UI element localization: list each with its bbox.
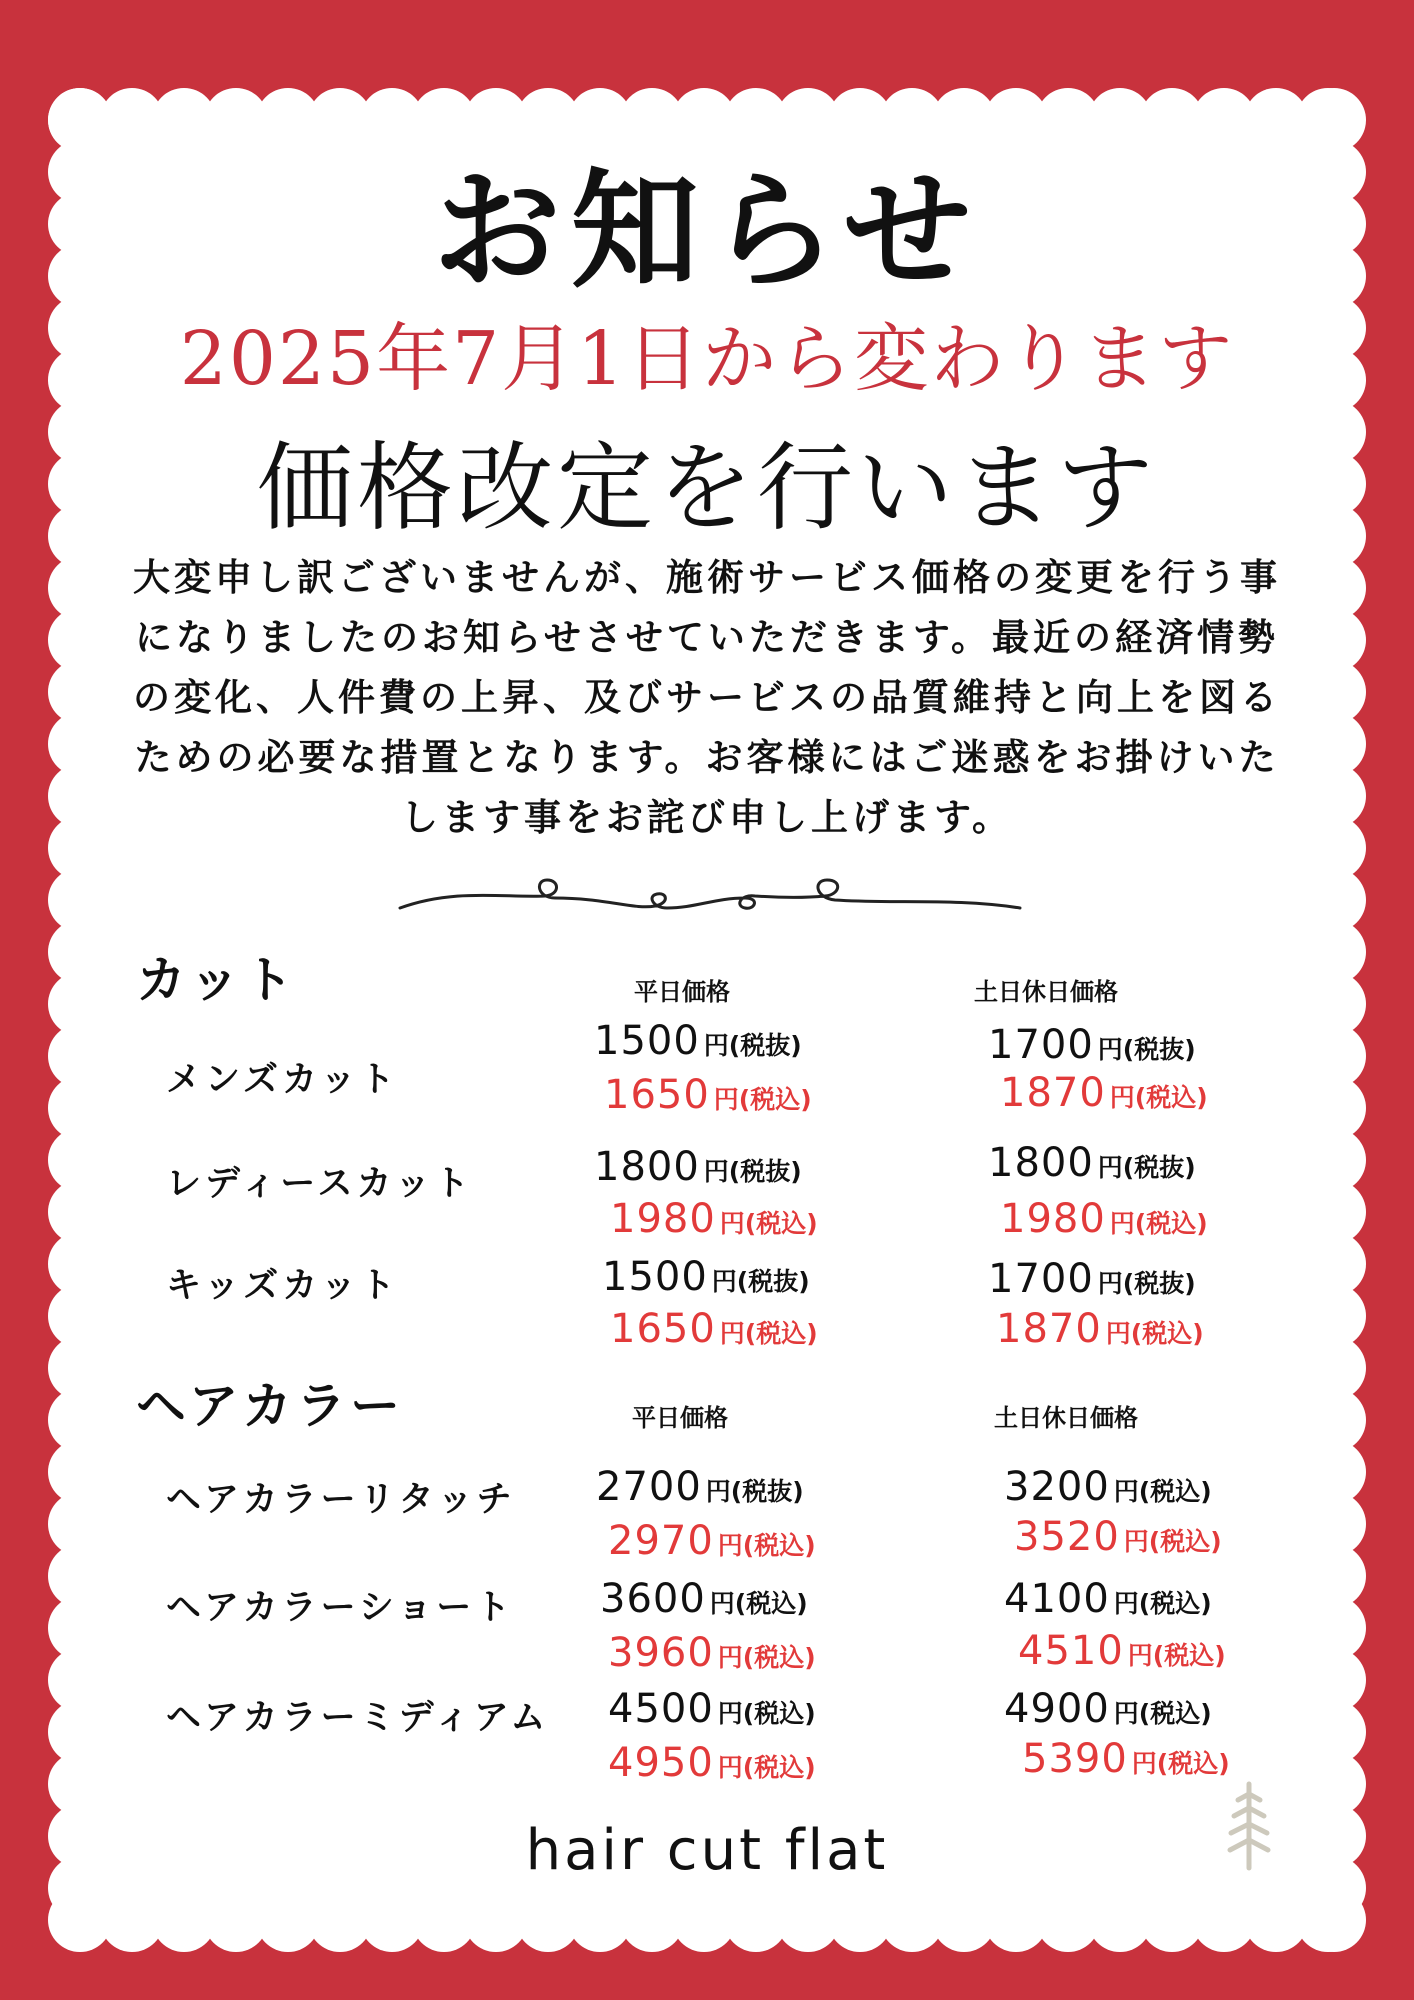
price-incl: 1980 円(税込) <box>610 1196 818 1242</box>
price-excl: 2700 円(税抜) <box>596 1464 804 1510</box>
menu-item-color-short: ヘアカラーショート <box>166 1588 515 1628</box>
price-excl: 1500 円(税抜) <box>594 1018 802 1064</box>
menu-item-color-retouch: ヘアカラーリタッチ <box>166 1480 516 1520</box>
weekday-price-header: 平日価格 <box>634 978 730 1006</box>
price-incl: 4950 円(税込) <box>608 1740 816 1786</box>
price-incl: 2970 円(税込) <box>608 1518 816 1564</box>
price-incl: 4100 円(税込) <box>1004 1576 1212 1622</box>
menu-item-mens-cut: メンズカット <box>166 1060 399 1100</box>
price-excl: 1700 円(税抜) <box>988 1022 1196 1068</box>
swirl-divider-icon <box>395 868 1025 928</box>
section-title-cut: カット <box>136 951 298 1009</box>
weekend-price-header: 土日休日価格 <box>994 1404 1138 1432</box>
price-revision-headline: 価格改定を行います <box>257 432 1157 544</box>
price-excl: 1800 円(税抜) <box>988 1140 1196 1186</box>
menu-item-color-medium: ヘアカラーミディアム <box>166 1698 550 1738</box>
price-incl: 1650 円(税込) <box>604 1072 812 1118</box>
price-incl: 3520 円(税込) <box>1014 1514 1222 1560</box>
price-incl: 3960 円(税込) <box>608 1630 816 1676</box>
section-title-hair-color: ヘアカラー <box>136 1377 404 1435</box>
price-excl: 1700 円(税抜) <box>988 1256 1196 1302</box>
price-excl: 1500 円(税抜) <box>602 1254 810 1300</box>
price-incl: 1650 円(税込) <box>610 1306 818 1352</box>
price-incl: 3200 円(税込) <box>1004 1464 1212 1510</box>
weekday-price-header: 平日価格 <box>632 1404 728 1432</box>
notice-title: お知らせ <box>432 157 982 306</box>
price-incl: 1870 円(税込) <box>996 1306 1204 1352</box>
price-incl: 4500 円(税込) <box>608 1686 816 1732</box>
menu-item-ladies-cut: レディースカット <box>166 1164 474 1204</box>
menu-item-kids-cut: キッズカット <box>166 1266 399 1306</box>
price-incl: 4510 円(税込) <box>1018 1628 1226 1674</box>
price-excl: 1800 円(税抜) <box>594 1144 802 1190</box>
brand-name: hair cut flat <box>525 1818 889 1883</box>
effective-date: 2025年7月1日から変わります <box>179 316 1235 402</box>
price-incl: 5390 円(税込) <box>1022 1736 1230 1782</box>
price-incl: 1870 円(税込) <box>1000 1070 1208 1116</box>
tree-icon <box>1222 1778 1276 1872</box>
price-incl: 4900 円(税込) <box>1004 1686 1212 1732</box>
price-incl: 1980 円(税込) <box>1000 1196 1208 1242</box>
price-incl: 3600 円(税込) <box>600 1576 808 1622</box>
apology-message: 大変申し訳ございませんが、施術サービス価格の変更を行う事になりましたのお知らせさせていただきます。最近の経済情勢の変化、人件費の上昇、及びサービスの品質維持と向上を図るための必要な措置となります。お客様にはご迷惑をお掛けいたします事をお詫び申し上げます。 <box>133 556 1281 839</box>
weekend-price-header: 土日休日価格 <box>974 978 1118 1006</box>
